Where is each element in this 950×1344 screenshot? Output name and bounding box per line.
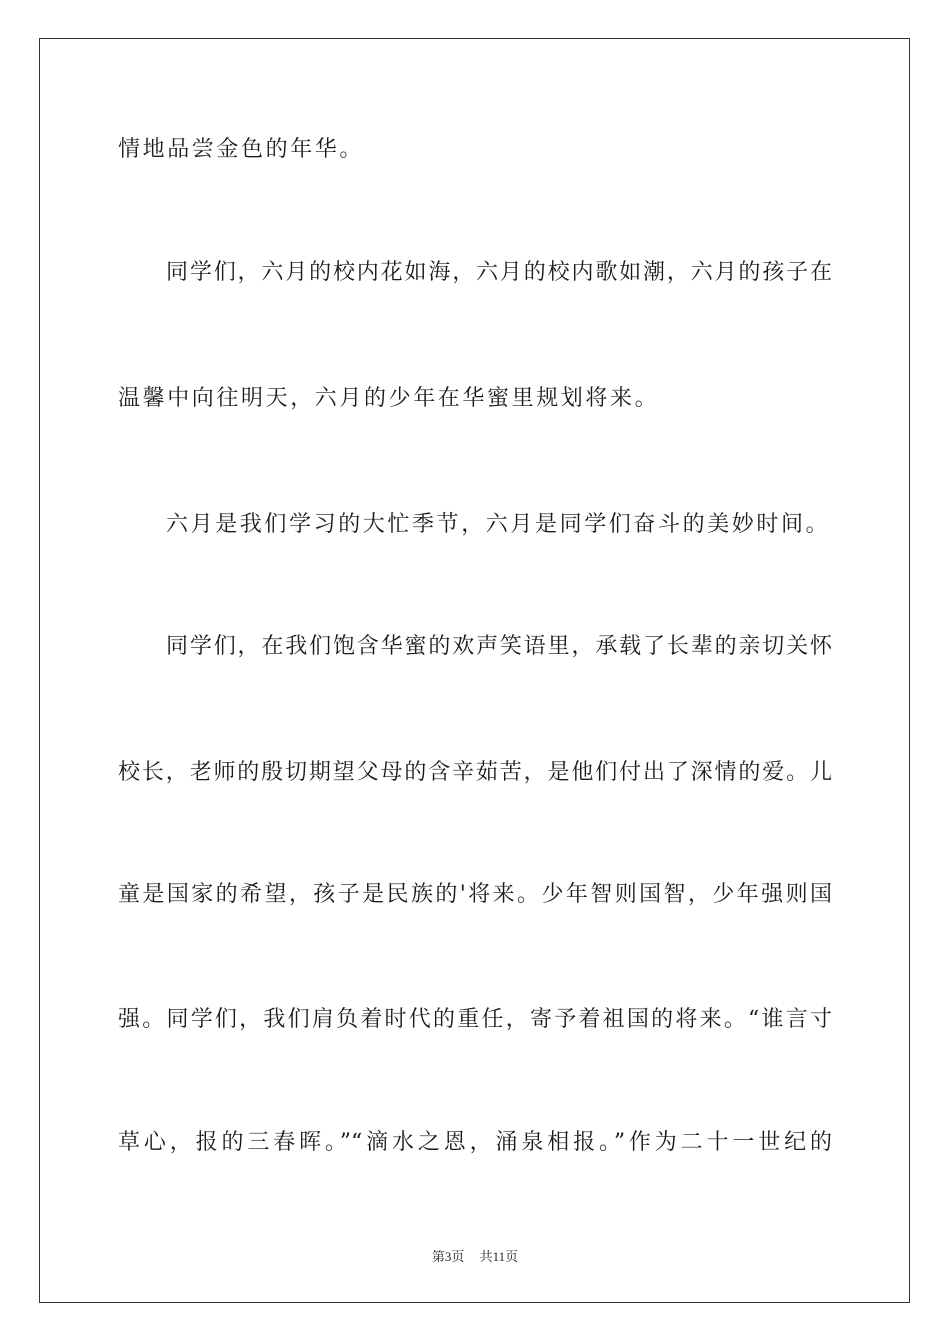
text-line: 强。同学们，我们肩负着时代的重任，寄予着祖国的将来。“谁言寸 (118, 1007, 832, 1032)
text-line: 温馨中向往明天，六月的少年在华蜜里规划将来。 (118, 386, 660, 411)
page-border (39, 38, 910, 1303)
text-line: 同学们，六月的校内花如海，六月的校内歌如潮，六月的孩子在 (166, 260, 832, 285)
text-line: 童是国家的希望，孩子是民族的'将来。少年智则国智，少年强则国 (118, 882, 832, 907)
text-line: 同学们，在我们饱含华蜜的欢声笑语里，承载了长辈的亲切关怀 (166, 634, 832, 659)
text-line: 草心，报的三春晖。”“滴水之恩，涌泉相报。”作为二十一世纪的 (118, 1130, 832, 1155)
page-footer (0, 1248, 950, 1266)
page-total: 共11页 (479, 1249, 519, 1264)
page-number: 第3页 (431, 1249, 465, 1264)
text-line: 校长，老师的殷切期望父母的含辛茹苦，是他们付出了深情的爱。儿 (118, 760, 832, 785)
text-line: 六月是我们学习的大忙季节，六月是同学们奋斗的美妙时间。 (166, 512, 831, 537)
text-line: 情地品尝金色的年华。 (118, 137, 365, 162)
